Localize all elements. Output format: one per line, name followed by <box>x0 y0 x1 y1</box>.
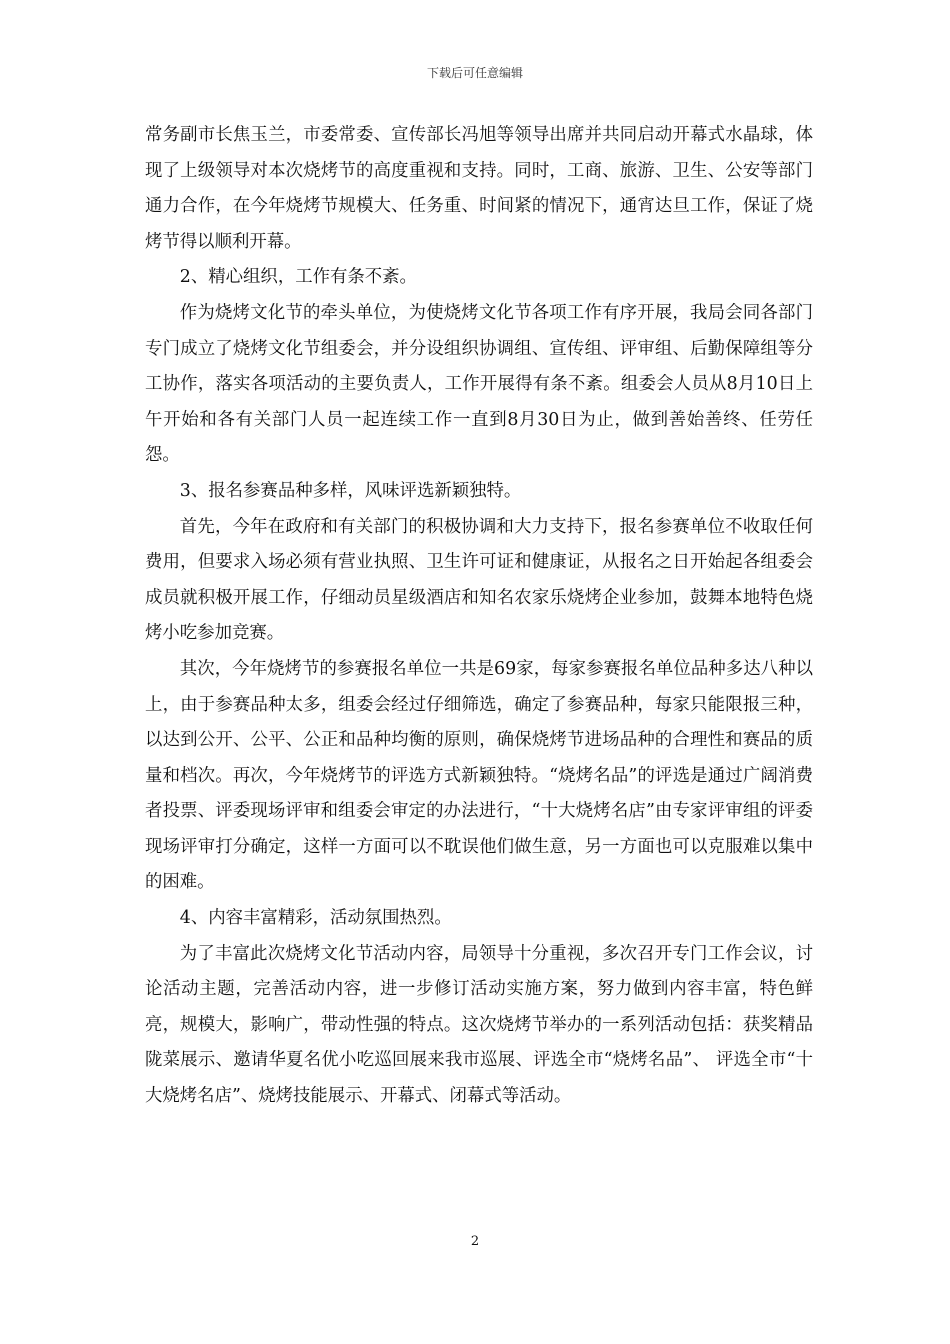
section-heading: 3、报名参赛品种多样，风味评选新颖独特。 <box>179 480 522 501</box>
page-header: 下载后可任意编辑 <box>426 66 523 80</box>
section-heading: 4、内容丰富精彩，活动氛围热烈。 <box>179 908 452 929</box>
section-heading: 2、精心组织，工作有条不紊。 <box>179 267 417 288</box>
document-body <box>145 118 813 1115</box>
paragraph: 首先，今年在政府和有关部门的积极协调和大力支持下，报名参赛单位不收取任何费用，但要求入场必须有营业执照、卫生许可证和健康证，从报名之日开始起各组委会成员就积极开展工作，仔细动员星级酒店和知名农家乐烧烤企业参加，鼓舞本地特色烧烤小吃参加竞赛。 <box>145 516 813 644</box>
paragraph: 作为烧烤文化节的牵头单位，为使烧烤文化节各项工作有序开展，我局会同各部门专门成立了烧烤文化节组委会，并分设组织协调组、宣传组、评审组、后勤保障组等分工协作，落实各项活动的主要负责人，工作开展得有条不紊。组委会人员从8月10日上午开始和各有关部门人员一起连续工作一直到8月30日为止，做到善始善终、任劳任怨。 <box>145 302 813 466</box>
paragraph: 常务副市长焦玉兰，市委常委、宣传部长冯旭等领导出席并共同启动开幕式水晶球，体现了上级领导对本次烧烤节的高度重视和支持。同时，工商、旅游、卫生、公安等部门通力合作，在今年烧烤节规模大、任务重、时间紧的情况下，通宵达旦工作，保证了烧烤节得以顺利开幕。 <box>145 125 813 252</box>
paragraph: 为了丰富此次烧烤文化节活动内容，局领导十分重视，多次召开专门工作会议，讨论活动主题，完善活动内容，进一步修订活动实施方案，努力做到内容丰富，特色鲜亮，规模大，影响广，带动性强的特点。这次烧烤节举办的一系列活动包括：获奖精品陇菜展示、邀请华夏名优小吃巡回展来我市巡展、评选全市“烧烤名品”、 评选全市“十大烧烤名店”、烧烤技能展示、开幕式、闭幕式等活动。 <box>145 943 813 1107</box>
paragraph: 其次，今年烧烤节的参赛报名单位一共是69家，每家参赛报名单位品种多达八种以上，由于参赛品种太多，组委会经过仔细筛选，确定了参赛品种，每家只能限报三种，以达到公开、公平、公正和品种均衡的原则，确保烧烤节进场品种的合理性和赛品的质量和档次。再次，今年烧烤节的评选方式新颖独特。“烧烤名品”的评选是通过广阔消费者投票、评委现场评审和组委会审定的办法进行，“十大烧烤名店”由专家评审组的评委现场评审打分确定，这样一方面可以不耽误他们做生意，另一方面也可以克服难以集中的困难。 <box>145 658 813 893</box>
page-number: 2 <box>470 1234 480 1249</box>
